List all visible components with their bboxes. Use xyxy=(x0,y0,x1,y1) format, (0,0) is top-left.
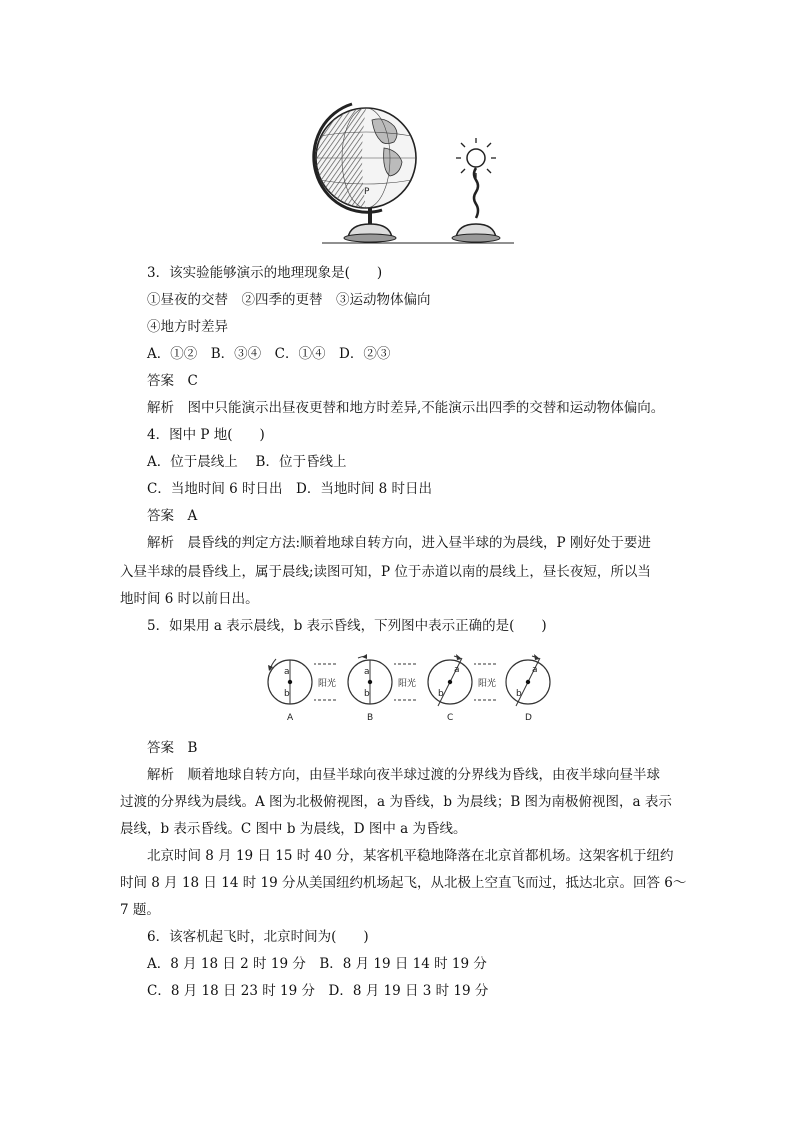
sunlight-label: 阳光 xyxy=(398,679,417,689)
question-4-stem: 4．图中 P 地( ) xyxy=(147,427,265,443)
question-4-choices: A．位于晨线上 B．位于昏线上 xyxy=(147,454,347,470)
question-3-analysis: 解析 图中只能演示出昼夜更替和地方时差异,不能演示出四季的交替和运动物体偏向。 xyxy=(147,400,665,416)
question-3-options: ①昼夜的交替 ②四季的更替 ③运动物体偏向 xyxy=(147,292,431,308)
sunlight-label: 阳光 xyxy=(478,679,497,689)
question-5-analysis: 过渡的分界线为晨线。A 图为北极俯视图，a 为昏线，b 为晨线；B 图为南极俯视图，a 表示 xyxy=(120,794,672,810)
question-4-analysis: 地时间 6 时以前日出。 xyxy=(120,591,259,607)
diagram-panel-b xyxy=(348,654,416,723)
passage-text: 7 题。 xyxy=(120,902,160,918)
line-a-label: a xyxy=(284,667,290,677)
question-4-answer: 答案 A xyxy=(147,508,198,524)
passage-text: 北京时间 8 月 19 日 15 时 40 分，某客机平稳地降落在北京首都机场。这架客机于纽约 xyxy=(147,848,674,864)
line-b-label: b xyxy=(284,689,290,699)
diagram-panel-d xyxy=(506,654,550,723)
question-5-answer: 答案 B xyxy=(147,740,198,756)
question-4-choices: C．当地时间 6 时日出 D．当地时间 8 时日出 xyxy=(147,481,432,497)
diagram-panel-a xyxy=(268,659,336,723)
question-6-stem: 6．该客机起飞时，北京时间为( ) xyxy=(147,929,369,945)
line-a-label: a xyxy=(454,665,460,675)
diagram-panel-c xyxy=(428,654,496,723)
question-3-options: ④地方时差异 xyxy=(147,319,228,335)
panel-label: C xyxy=(447,713,454,723)
panel-label: A xyxy=(287,713,294,723)
question-3-answer: 答案 C xyxy=(147,373,198,389)
question-6-choices: A．8 月 18 日 2 时 19 分 B．8 月 19 日 14 时 19 分 xyxy=(147,956,487,972)
point-p-label: P xyxy=(364,187,370,197)
panel-label: D xyxy=(525,713,532,723)
line-b-label: b xyxy=(438,689,444,699)
question-4-analysis: 入昼半球的晨昏线上，属于晨线;读图可知，P 位于赤道以南的晨线上，昼长夜短，所以当 xyxy=(120,564,651,580)
panel-label: B xyxy=(367,713,374,723)
globe-lamp-figure xyxy=(300,98,520,250)
line-a-label: a xyxy=(532,665,538,675)
question-5-analysis: 晨线，b 表示昏线。C 图中 b 为晨线，D 图中 a 为昏线。 xyxy=(120,821,467,837)
passage-text: 时间 8 月 18 日 14 时 19 分从美国纽约机场起飞，从北极上空直飞而过，抵达北京。回答 6～ xyxy=(120,875,687,891)
question-4-analysis: 解析 晨昏线的判定方法:顺着地球自转方向，进入昼半球的为晨线，P 刚好处于要进 xyxy=(147,535,651,551)
sun-lamp xyxy=(467,149,485,167)
question-3-stem: 3．该实验能够演示的地理现象是( ) xyxy=(147,265,383,281)
question-6-choices: C．8 月 18 日 23 时 19 分 D．8 月 19 日 3 时 19 分 xyxy=(147,983,489,999)
terminator-diagrams xyxy=(266,652,566,726)
question-3-choices: A．①② B．③④ C．①④ D．②③ xyxy=(147,346,391,362)
question-5-analysis: 解析 顺着地球自转方向，由昼半球向夜半球过渡的分界线为昏线，由夜半球向昼半球 xyxy=(147,767,660,783)
line-b-label: b xyxy=(516,689,522,699)
line-a-label: a xyxy=(364,667,370,677)
line-b-label: b xyxy=(364,689,370,699)
question-5-stem: 5．如果用 a 表示晨线，b 表示昏线，下列图中表示正确的是( ) xyxy=(147,618,547,634)
sunlight-label: 阳光 xyxy=(318,679,337,689)
